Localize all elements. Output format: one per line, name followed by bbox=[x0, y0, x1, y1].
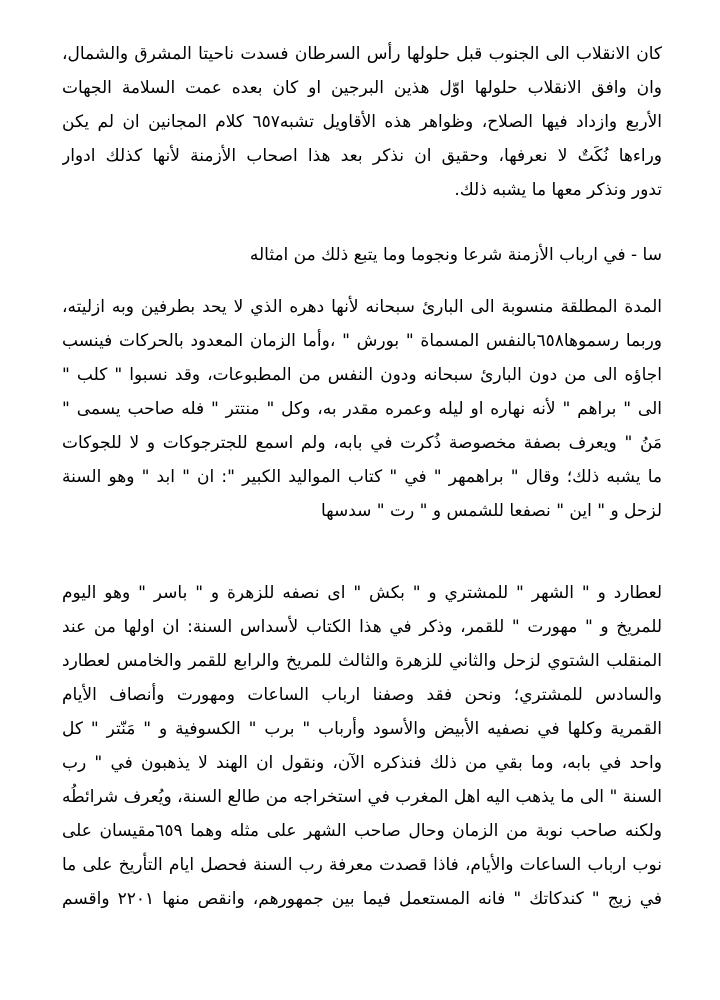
text-line: القمرية وكلها في نصفيه الأبيض والأسود وأرباب " برب " الكسوفية و " مَنّتر " كل bbox=[62, 719, 662, 739]
text-line: للمريخ و " مهورت " للقمر، وذكر في هذا الكتاب لأسداس السنة: ان اولها من عند bbox=[62, 617, 662, 637]
text-line: السنة " الى ما يذهب اليه اهل المغرب في استخراجه من طالع السنة، ويُعرف شرائطُه bbox=[62, 787, 662, 807]
text-line: ما يشبه ذلك؛ وقال " براهمهر " في " كتاب المواليد الكبير ": ان " ابد " وهو السنة bbox=[62, 467, 662, 487]
paragraph-2 bbox=[62, 290, 662, 528]
text-line: وربما رسموها٦٥٨بالنفس المسماة " بورش " ،وأما الزمان المعدود بالحركات فينسب bbox=[62, 331, 662, 351]
text-line: اجاؤه الى من دون البارئ سبحانه ودون النفس من المطبوعات، وقد نسبوا " كلب " bbox=[62, 365, 662, 385]
heading-line: سا - في ارباب الأزمنة شرعا ونجوما وما يتبع ذلك من امثاله bbox=[249, 245, 662, 265]
text-line: المنقلب الشتوي لزحل والثاني للزهرة والثالث للمريخ والرابع للقمر والخامس لعطارد bbox=[62, 651, 662, 671]
text-line: المدة المطلقة منسوبة الى البارئ سبحانه لأنها دهره الذي لا يحد بطرفين وبه ازليته، bbox=[62, 297, 662, 317]
text-line: تدور ونذكر معها ما يشبه ذلك. bbox=[454, 180, 662, 200]
text-line: الى " براهم " لأنه نهاره او ليله وعمره مقدر به، وكل " منتتر " فله صاحب يسمى " bbox=[62, 399, 662, 419]
text-line: كان الانقلاب الى الجنوب قبل حلولها رأس السرطان فسدت ناحيتا المشرق والشمال، bbox=[62, 44, 662, 64]
text-line: نوب ارباب الساعات والأيام، فاذا قصدت معرفة رب السنة فحصل ايام التأريخ على ما bbox=[62, 855, 662, 875]
text-line: وراءها نُكَتٌ لا نعرفها، وحقيق ان نذكر بعد هذا اصحاب الأزمنة لأنها كذلك ادوار bbox=[62, 146, 662, 166]
paragraph-3 bbox=[62, 576, 662, 916]
text-line: في زيج " كندكاتك " فانه المستعمل فيما بين جمهورهم، وانقص منها ٢٢٠١ واقسم bbox=[62, 889, 662, 909]
text-line: لعطارد و " الشهر " للمشتري و " بكش " اى نصفه للزهرة و " باسر " وهو اليوم bbox=[62, 583, 662, 603]
text-line: ولكنه صاحب نوبة من الزمان وحال صاحب الشهر على مثله وهما ٦٥٩مقيسان على bbox=[62, 821, 662, 841]
text-line: لزحل و " اين " نصفعا للشمس و " رت " سدسها bbox=[320, 501, 662, 521]
section-heading bbox=[62, 238, 662, 272]
paragraph-1 bbox=[62, 37, 662, 207]
text-line: مَنُ " ويعرف بصفة مخصوصة ذُكرت في بابه، ولم اسمع للجترجوكات و لا للجوكات bbox=[62, 433, 662, 453]
text-line: الأربع وازداد فيها الصلاح، وظواهر هذه الأقاويل تشبه٦٥٧ كلام المجانين ان لم يكن bbox=[62, 112, 662, 132]
text-line: واحد في بابه، وما بقي من ذلك فنذكره الآن، ونقول ان الهند لا يذهبون في " رب bbox=[62, 753, 662, 773]
text-line: وان وافق الانقلاب حلولها اوّل هذين البرجين او كان بعده عمت السلامة الجهات bbox=[62, 78, 662, 98]
text-line: والسادس للمشتري؛ ونحن فقد وصفنا ارباب الساعات ومهورت وأنصاف الأيام bbox=[62, 685, 662, 705]
